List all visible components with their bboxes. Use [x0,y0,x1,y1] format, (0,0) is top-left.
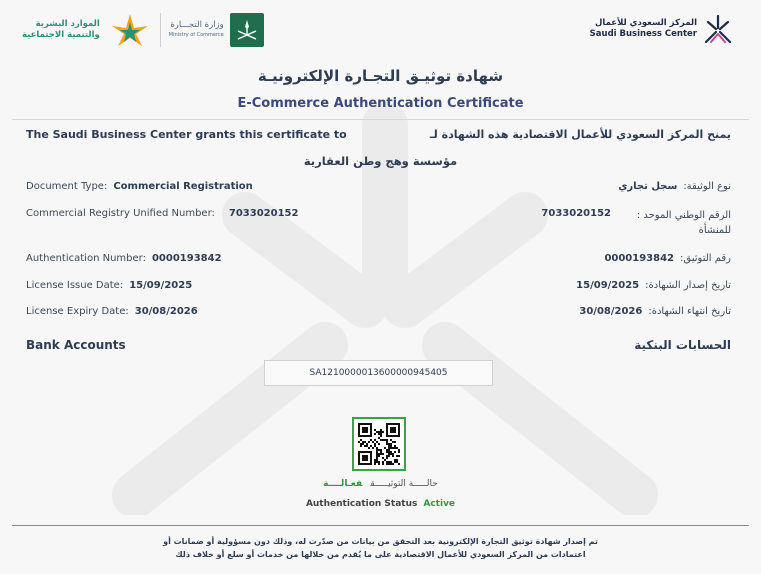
issue-date-ar [576,280,731,291]
certificate-title-en: E-Commerce Authentication Certificate [237,96,524,111]
commerce-ministry [160,13,264,47]
qr-code-icon [358,423,400,465]
disclaimer-footer [0,535,761,561]
status-label-en: Authentication Status [305,499,418,509]
saudi-emblem-icon [230,13,264,47]
commerce-ministry-en: Ministry of Commerce [168,32,224,38]
bank-accounts-title-en: Bank Accounts [26,338,126,352]
doc-type-ar [618,181,731,192]
hr-ministry-logo-icon [110,12,150,48]
hr-ministry-line2: والتنمية الاجتماعية [22,30,100,40]
iban-field: SA1210000013600000945405 [264,360,493,386]
grant-statement-ar: يمنح المركز السعودي للأعمال الاقتصادية هذه الشهادة لـ [429,128,731,141]
issue-date-label-en: License Issue Date: [26,280,124,291]
auth-number-value-en: 0000193842 [151,253,222,264]
bank-accounts-title-ar: الحسابات البنكية [634,338,731,352]
auth-number-value-ar: 0000193842 [604,253,675,264]
expiry-date-ar [579,306,731,317]
expiry-date-label-ar: تاريخ انتهاء الشهادة: [648,306,731,317]
certificate-title-ar: شهادة توثيـق التجـارة الإلكترونيـة [257,67,504,85]
expiry-date-value-ar: 30/08/2026 [579,306,643,317]
hr-ministry-name [22,19,100,41]
sbc-name-en: Saudi Business Center [589,29,697,39]
expiry-date-value-en: 30/08/2026 [134,306,198,317]
registry-value-ar: 7033020152 [541,208,611,219]
doc-type-value-ar: سجل تجاري [618,181,678,192]
auth-number-label-ar: رقم التوثيق: [680,253,731,264]
expiry-date-en [26,306,198,317]
disclaimer-line2: اعتمادات من المركز السعودي للأعمال الاقتصادية على ما يُقدم من خلالها من خدمات أو سلع أو خلاف ذلك [175,550,586,559]
issue-date-en [26,280,192,291]
status-value-en: Active [423,499,456,509]
issue-date-value-ar: 15/09/2025 [576,280,640,291]
registry-label-en: Commercial Registry Unified Number: [26,208,215,219]
divider [12,119,749,120]
sbc-logo [590,14,733,44]
registry-en [26,208,298,219]
authentication-status-ar [0,479,761,489]
issue-date-label-ar: تاريخ إصدار الشهادة: [645,280,731,291]
ministries-logos [22,12,264,48]
auth-number-ar [604,253,731,264]
doc-type-en [26,181,253,192]
doc-type-value-en: Commercial Registration [113,181,253,192]
registry-label-ar: الرقم الوطني الموحد : للمنشأة [636,210,731,236]
doc-type-label-ar: نوع الوثيقة: [683,181,731,192]
footer-divider [12,525,749,526]
sbc-name-ar: المركز السعودي للأعمال [595,18,697,28]
doc-type-label-en: Document Type: [26,181,108,192]
issue-date-value-en: 15/09/2025 [129,280,193,291]
status-value-ar: فعـالــــة [323,479,363,489]
disclaimer-line1: تم إصدار شهادة توثيق التجارة الإلكترونية بعد التحقق من بيانات من صدّرت له، وذلك دون مسؤولية أو ضمانات أو [163,537,598,546]
expiry-date-label-en: License Expiry Date: [26,306,129,317]
status-label-ar: حالـــــة التوثيـــــق [370,479,438,489]
commerce-ministry-ar: وزارة التجـــارة [170,20,224,30]
registry-value-en: 7033020152 [228,208,299,219]
authentication-status-en [0,499,761,509]
auth-number-en [26,253,222,264]
qr-code[interactable] [352,417,406,471]
sbc-logo-icon [703,14,733,44]
auth-number-label-en: Authentication Number: [26,253,146,264]
certificate-holder-name: مؤسسة وهج وطن العقارية [303,154,458,168]
hr-ministry-line1: الموارد البشرية [35,19,100,29]
grant-statement-en: The Saudi Business Center grants this certificate to [26,128,347,141]
